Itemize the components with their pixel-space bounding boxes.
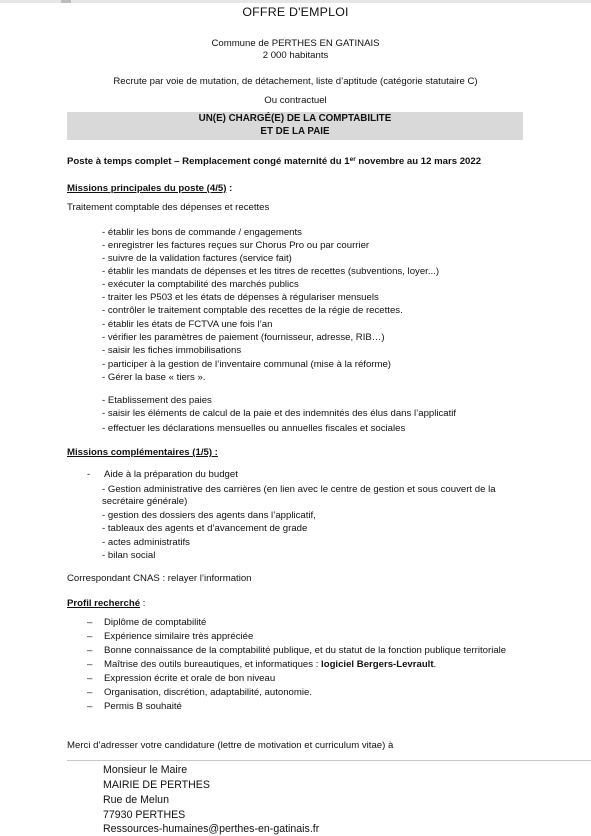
missions-principales-colon: : [226, 183, 233, 194]
list-item: Aide à la préparation du budget [104, 469, 238, 480]
section-profil [67, 598, 145, 610]
subsection-traitement: Traitement comptable des dépenses et recettes [67, 202, 270, 213]
list-item: - traiter les P503 et les états de dépenses à régulariser mensuels [102, 292, 379, 303]
job-title-line-2: ET DE LA PAIE [260, 126, 330, 137]
list-bullet: – [87, 631, 93, 642]
list-item: Expérience similaire très appréciée [104, 631, 254, 642]
position-text-b: novembre au 12 mars 2022 [355, 156, 482, 167]
list-bullet: – [87, 701, 93, 712]
top-edge-mark [61, 0, 71, 3]
list-item: Permis B souhaité [104, 701, 182, 712]
address-line: MAIRIE DE PERTHES [103, 779, 210, 791]
list-item: - actes administratifs [102, 537, 190, 548]
position-text-a: Poste à temps complet – Remplacement congé maternité du 1 [67, 156, 350, 167]
application-instructions: Merci d’adresser votre candidature (lettre de motivation et curriculum vitae) à [67, 740, 394, 751]
list-item: - saisir les éléments de calcul de la paie et des indemnités des élus dans l’applicatif [102, 408, 457, 419]
list-bullet: – [87, 673, 93, 684]
list-item: - exécuter la comptabilité des marchés publics [102, 279, 299, 290]
population: 2 000 habitants [262, 50, 329, 61]
logiciel-text-a: Maîtrise des outils bureautiques, et informatiques : [104, 659, 322, 670]
page-title: OFFRE D'EMPLOI [242, 5, 349, 19]
list-item: Bonne connaissance de la comptabilité publique, et du statut de la fonction publique territoriale [104, 645, 507, 656]
list-bullet: – [87, 687, 93, 698]
list-item: Organisation, discrétion, adaptabilité, autonomie. [104, 687, 312, 698]
profil-heading: Profil recherché [67, 598, 141, 609]
address-line: 77930 PERTHES [103, 809, 186, 821]
list-item: - établir les mandats de dépenses et les titres de recettes (subventions, loyer...) [102, 266, 440, 277]
list-item: - établir les bons de commande / engagements [102, 227, 302, 238]
job-title-line-1: UN(E) CHARGÉ(E) DE LA COMPTABILITE [198, 113, 392, 124]
list-bullet: – [87, 659, 93, 670]
list-item: - établir les états de FCTVA une fois l’an [102, 319, 273, 330]
list-item [104, 659, 436, 671]
address-line: Monsieur le Maire [103, 764, 188, 776]
list-item: - saisir les fiches immobilisations [102, 345, 242, 356]
list-item: secrétaire générale) [102, 496, 188, 507]
logiciel-name: logiciel Bergers-Levrault [321, 659, 434, 670]
recruitment-mode: Recrute par voie de mutation, de détachement, liste d’aptitude (catégorie statutaire C) [113, 76, 478, 87]
list-item: - gestion des dossiers des agents dans l’applicatif, [102, 510, 316, 521]
address-line: Rue de Melun [103, 794, 169, 806]
cnas-note: Correspondant CNAS : relayer l’information [67, 573, 252, 584]
list-item: - bilan social [102, 550, 156, 561]
list-item: - effectuer les déclarations mensuelles ou annuelles fiscales et sociales [102, 423, 406, 434]
section-missions-principales [67, 183, 232, 195]
position-details [67, 156, 481, 168]
list-item: - suivre de la validation factures (service fait) [102, 253, 292, 264]
list-item: - tableaux des agents et d’avancement de grade [102, 523, 308, 534]
profil-colon: : [140, 598, 146, 609]
list-bullet: – [87, 617, 93, 628]
list-item: - participer à la gestion de l’inventaire communal (mise à la réforme) [102, 359, 391, 370]
section-missions-complementaires: Missions complémentaires (1/5) : [67, 447, 218, 458]
top-edge [0, 0, 591, 3]
logiciel-text-b: . [433, 659, 437, 670]
list-item: Expression écrite et orale de bon niveau [104, 673, 276, 684]
job-title-banner [67, 112, 523, 140]
list-item: - Gestion administrative des carrières (en lien avec le centre de gestion et sous couvert de la [102, 484, 496, 495]
list-bullet: – [87, 645, 93, 656]
list-bullet: - [87, 469, 91, 480]
list-item: - vérifier les paramètres de paiement (fournisseur, adresse, RIB…) [102, 332, 385, 343]
list-item: - Etablissement des paies [102, 395, 212, 406]
missions-principales-heading: Missions principales du poste (4/5) [67, 183, 227, 194]
divider [67, 760, 591, 761]
list-item: - Gérer la base « tiers ». [102, 372, 206, 383]
list-item: Diplôme de comptabilité [104, 617, 207, 628]
commune-name: Commune de PERTHES EN GATINAIS [211, 38, 380, 49]
list-item: - enregistrer les factures reçues sur Chorus Pro ou par courrier [102, 240, 370, 251]
position-sup: er [349, 156, 356, 163]
contract-option: Ou contractuel [264, 95, 327, 106]
list-item: - contrôler le traitement comptable des recettes de la régie de recettes. [102, 305, 403, 316]
contact-email: Ressources-humaines@perthes-en-gatinais.fr [103, 823, 320, 835]
